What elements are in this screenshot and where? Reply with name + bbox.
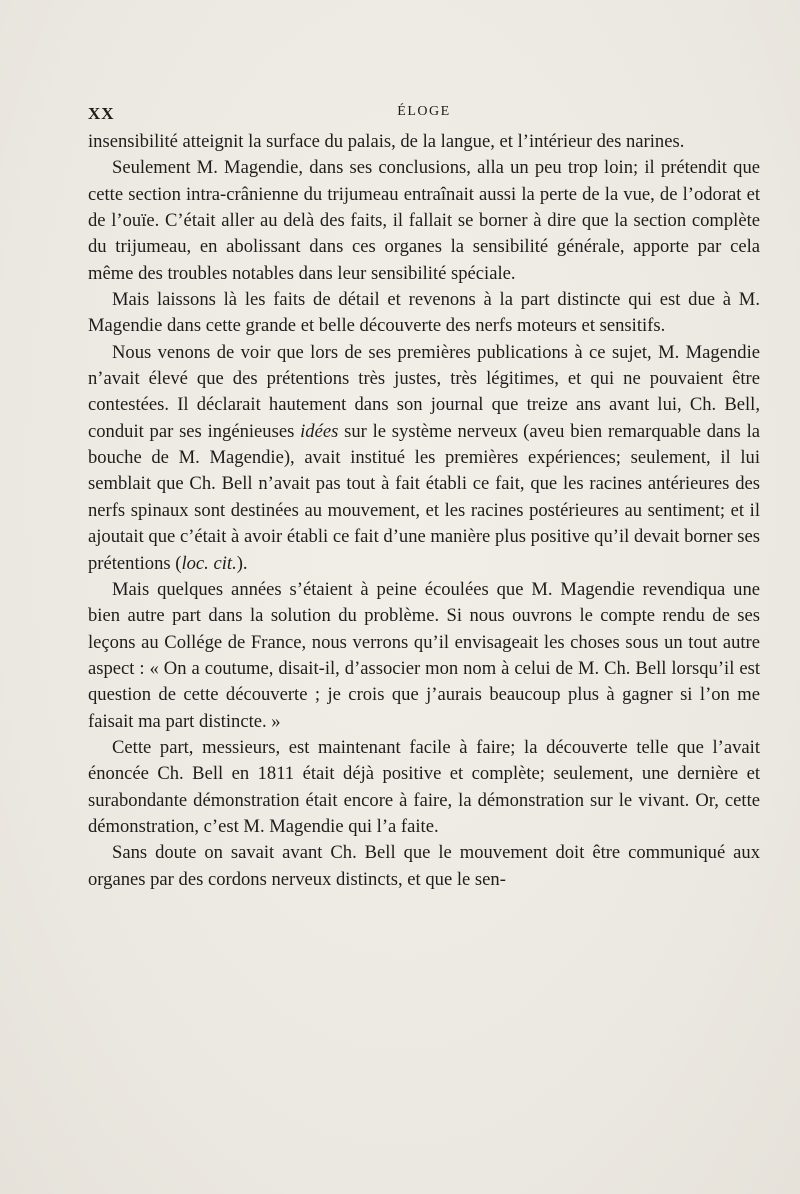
paragraph xyxy=(88,340,760,577)
paragraph: Seulement M. Magendie, dans ses conclusions, alla un peu trop loin; il prétendit que cette section intra-crânienne du trijumeau entraînait aussi la perte de la vue, de l’odorat et de l’ouïe. C’était aller au delà des faits, il fallait se borner à dire que la section complète du trijumeau, en abolissant dans ces organes la sensibilité générale, apporte par cela même des troubles notables dans leur sensibilité spéciale. xyxy=(88,157,760,284)
paragraph: Mais quelques années s’étaient à peine écoulées que M. Magendie revendiqua une bien autre part dans la solution du problème. Si nous ouvrons le compte rendu de ses leçons au Collége de France, nous verrons qu’il envisageait les choses sous un tout autre aspect : « On a coutume, disait-il, d’associer mon nom à celui de M. Ch. Bell lorsqu’il est question de cette découverte ; je crois que j’aurais beaucoup plus à gagner si l’on me faisait ma part distincte. » xyxy=(88,578,760,732)
paragraph: Cette part, messieurs, est maintenant facile à faire; la découverte telle que l’avait énoncée Ch. Bell en 1811 était déjà positive et complète; seulement, une dernière et surabondante démonstration était encore à faire, la démonstration sur le vivant. Or, cette démonstration, c’est M. Magendie qui l’a faite. xyxy=(88,736,760,837)
paragraph: Mais laissons là les faits de détail et revenons à la part distincte qui est due à M. Magendie dans cette grande et belle découverte des nerfs moteurs et sensitifs. xyxy=(88,289,760,337)
body-text xyxy=(88,129,760,893)
paragraph: Sans doute on savait avant Ch. Bell que le mouvement doit être communiqué aux organes par des cordons nerveux distincts, et que le sen- xyxy=(88,842,760,890)
running-title: ÉLOGE xyxy=(397,104,451,119)
paragraph: insensibilité atteignit la surface du palais, de la langue, et l’intérieur des narines. xyxy=(88,131,685,152)
citation-italic: loc. cit. xyxy=(181,552,237,574)
paragraph-text: sur le système nerveux (aveu bien remarquable dans la bouche de M. Magendie), avait institué les premières expériences; seulement, il lui semblait que Ch. Bell n’avait pas tout à fait établi ce fait, que les racines antérieures des nerfs spinaux sont destinées au mouvement, et les racines postérieures au sentiment; et il ajoutait que c’était à avoir établi ce fait d’une manière plus positive qu’il devait borner ses prétentions ( xyxy=(88,420,760,574)
page-header xyxy=(88,104,760,126)
italic-text: idées xyxy=(300,420,339,442)
paragraph-text: Nous venons de voir que lors de ses premières publications à ce sujet, M. Magendie n’avait élevé que des prétentions très justes, très légitimes, et qui ne pouvaient être contestées. Il déclarait hautement dans son journal que treize ans avant lui, Ch. Bell, conduit par ses ingénieuses xyxy=(88,341,760,442)
paragraph-text: ). xyxy=(236,552,248,574)
page-number: XX xyxy=(88,104,115,123)
